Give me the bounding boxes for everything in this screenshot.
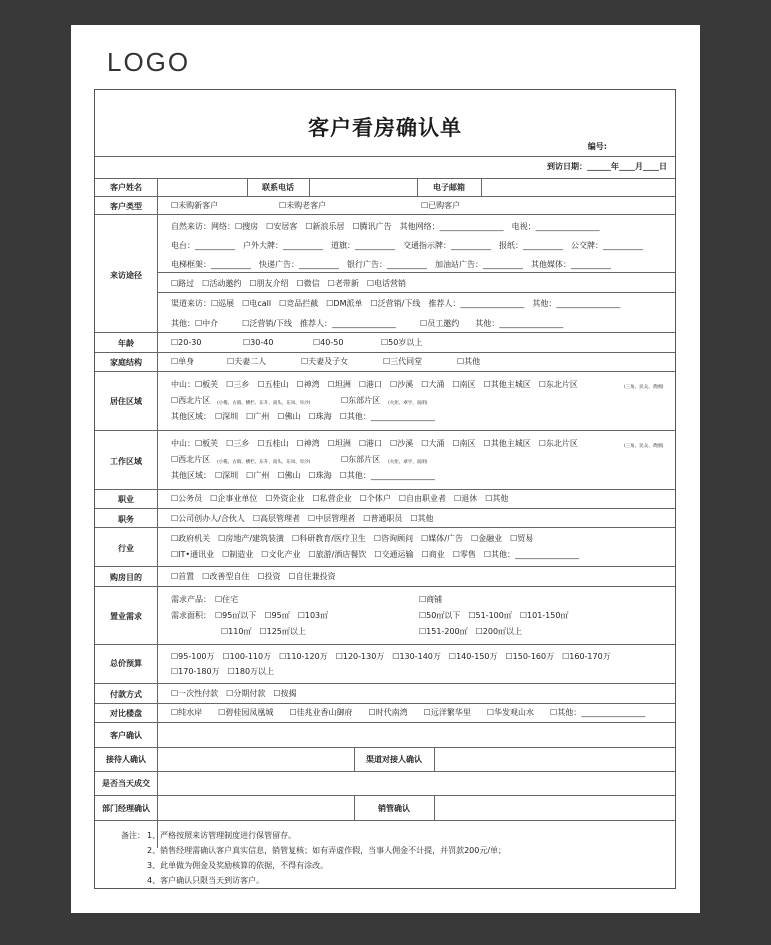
work-zone-line[interactable]: ☐西北片区 [171, 455, 211, 464]
need-shop-area[interactable]: ☐50㎡以下 ☐51-100㎡ ☐101-150㎡ [419, 611, 569, 620]
residence-zone-line[interactable]: 中山：☐板芙 ☐三乡 ☐五桂山 ☐神湾 ☐坦洲 ☐港口 ☐沙溪 ☐大涌 ☐南区 ☐其他主城区 ☐东北片区 [171, 380, 578, 389]
budget-line[interactable]: ☐170-180万 ☐180万以上 [171, 667, 275, 676]
form-title: 客户看房确认单 [308, 116, 462, 140]
job-options[interactable]: ☐公务员 ☐企事业单位 ☐外资企业 ☐私营企业 ☐个体户 ☐自由职业者 ☐退休 ☐其他 [171, 494, 509, 503]
channel-line[interactable]: 电台：__________ 户外大牌：__________ 道旗：__________ 交通指示牌：__________ 报纸：__________ 公交牌：__________ [171, 241, 643, 250]
industry-line[interactable]: ☐政府机关 ☐房地产/建筑装潢 ☐科研教育/医疗卫生 ☐咨询顾问 ☐媒体/广告 ☐金融业 ☐贸易 [171, 534, 534, 543]
residence-zone-line[interactable]: ☐东部片区 [341, 396, 381, 405]
channel-confirm-label: 渠道对接人确认 [366, 755, 422, 764]
channel-line[interactable]: 其他：☐中介 ☐泛营销/下线 推荐人：________________ ☐员工邀约 其他：________________ [171, 319, 564, 328]
type-option-bought[interactable]: ☐已购客户 [421, 201, 461, 210]
note-item: 4、客户确认只限当天到访客户。 [147, 876, 265, 885]
divider [95, 178, 675, 179]
compare-label: 对比楼盘 [110, 709, 142, 718]
age-option[interactable]: ☐50岁以上 [381, 338, 423, 347]
need-area[interactable]: 需求面积： ☐95㎡以下 ☐95㎡ ☐103㎡ [171, 611, 329, 620]
budget-line[interactable]: ☐95-100万 ☐100-110万 ☐110-120万 ☐120-130万 ☐130-140万 ☐140-150万 ☐150-160万 ☐160-170万 [171, 652, 611, 661]
family-option[interactable]: ☐其他 [457, 357, 481, 366]
industry-line[interactable]: ☐IT•通讯业 ☐制造业 ☐文化产业 ☐旅游/酒店餐饮 ☐交通运输 ☐商业 ☐零售 ☐其他：________________ [171, 550, 580, 559]
need-product[interactable]: 需求产品： ☐住宅 [171, 595, 239, 604]
compare-options[interactable]: ☐纯水岸 ☐碧桂园凤凰城 ☐佳兆业香山御府 ☐时代南湾 ☐远洋繁华里 ☐华发观山水 ☐其他：________________ [171, 708, 646, 717]
zone-note: (小榄、古镇、横栏、东升、南头、东凤、阜沙) [217, 460, 311, 465]
channel-line[interactable]: 电梯框架：__________ 快递广告：__________ 银行广告：__________ 加油站广告：__________ 其他媒体：__________ [171, 260, 611, 269]
work-zone-line[interactable]: ☐东部片区 [341, 455, 381, 464]
age-option[interactable]: ☐30-40 [243, 338, 274, 347]
need-shop[interactable]: ☐商铺 [419, 595, 443, 604]
type-option-old[interactable]: ☐未购老客户 [279, 201, 327, 210]
residence-label: 居住区域 [110, 397, 142, 406]
residence-zone-line[interactable]: ☐西北片区 [171, 396, 211, 405]
customer-confirm-label: 客户确认 [110, 731, 142, 740]
family-label: 家庭结构 [110, 358, 142, 367]
logo: LOGO [107, 47, 191, 77]
age-option[interactable]: ☐20-30 [171, 338, 202, 347]
need-shop-area-2[interactable]: ☐151-200㎡ ☐200㎡以上 [419, 627, 523, 636]
notes-label: 备注： [121, 831, 145, 840]
family-option[interactable]: ☐单身 [171, 357, 195, 366]
receiver-confirm-label: 接待人确认 [106, 755, 146, 764]
purpose-label: 购房目的 [110, 573, 142, 582]
payment-label: 付款方式 [110, 690, 142, 699]
channel-line[interactable]: ☐路过 ☐活动邀约 ☐朋友介绍 ☐微信 ☐老带新 ☐电话营销 [171, 279, 407, 288]
sales-confirm-label: 销管确认 [378, 804, 410, 813]
zone-note: (三角、民众、黄圃) [624, 385, 664, 390]
purpose-options[interactable]: ☐首置 ☐改善型自住 ☐投资 ☐自住兼投资 [171, 572, 336, 581]
industry-label: 行业 [118, 544, 134, 553]
phone-label: 联系电话 [262, 183, 294, 192]
family-option[interactable]: ☐夫妻及子女 [301, 357, 349, 366]
form-sheet [71, 25, 700, 913]
visit-date: 到访日期：______年____月____日 [547, 162, 667, 171]
channel-line[interactable]: 渠道来访：☐巡展 ☐电call ☐竞品拦截 ☐DM派单 ☐泛营销/下线 推荐人：________________ 其他：________________ [171, 299, 621, 308]
position-label: 职务 [118, 515, 134, 524]
job-label: 职业 [118, 495, 134, 504]
form-frame [94, 89, 676, 889]
work-label: 工作区域 [110, 457, 142, 466]
work-zone-line[interactable]: 其他区域： ☐深圳 ☐广州 ☐佛山 ☐珠海 ☐其他：________________ [171, 471, 435, 480]
customer-name-label: 客户姓名 [110, 183, 142, 192]
divider [95, 156, 675, 157]
manager-confirm-label: 部门经理确认 [102, 804, 150, 813]
age-option[interactable]: ☐40-50 [313, 338, 344, 347]
payment-options[interactable]: ☐一次性付款 ☐分期付款 ☐按揭 [171, 689, 297, 698]
family-option[interactable]: ☐三代同堂 [383, 357, 423, 366]
note-item: 3、此单做为佣金及奖励核算的依据，不得有涂改。 [147, 861, 329, 870]
customer-type-label: 客户类型 [110, 202, 142, 211]
form-number-label: 编号: [587, 142, 607, 151]
zone-note: (火炬、翠亨、南朗) [388, 460, 428, 465]
need-area-2[interactable]: ☐110㎡ ☐125㎡以上 [221, 627, 306, 636]
work-zone-line[interactable]: 中山：☐板芙 ☐三乡 ☐五桂山 ☐神湾 ☐坦洲 ☐港口 ☐沙溪 ☐大涌 ☐南区 ☐其他主城区 ☐东北片区 [171, 439, 578, 448]
note-item: 2、销售经理需确认客户真实信息，销管复核；如有弄虚作假，当事人佣金不计提，并罚款200元/单； [147, 846, 507, 855]
zone-note: (小榄、古镇、横栏、东升、南头、东凤、阜沙) [217, 401, 311, 406]
zone-note: (三角、民众、黄圃) [624, 444, 664, 449]
position-options[interactable]: ☐公司创办人/合伙人 ☐高层管理者 ☐中层管理者 ☐普通职员 ☐其他 [171, 514, 434, 523]
channel-label: 来访途径 [110, 271, 142, 280]
budget-label: 总价预算 [110, 659, 142, 668]
age-label: 年龄 [118, 339, 134, 348]
note-item: 1、严格按照来访管理制度进行保管留存。 [147, 831, 297, 840]
channel-line[interactable]: 自然来访：网络：☐搜房 ☐安居客 ☐新浪乐居 ☐腾讯广告 其他网络：________________ 电视：________________ [171, 222, 600, 231]
same-day-deal-label: 是否当天成交 [102, 779, 150, 788]
family-option[interactable]: ☐夫妻二人 [227, 357, 267, 366]
need-label: 置业需求 [110, 612, 142, 621]
type-option-new[interactable]: ☐未购新客户 [171, 201, 219, 210]
zone-note: (火炬、翠亨、南朗) [388, 401, 428, 406]
residence-zone-line[interactable]: 其他区域： ☐深圳 ☐广州 ☐佛山 ☐珠海 ☐其他：________________ [171, 412, 435, 421]
email-label: 电子邮箱 [433, 183, 465, 192]
